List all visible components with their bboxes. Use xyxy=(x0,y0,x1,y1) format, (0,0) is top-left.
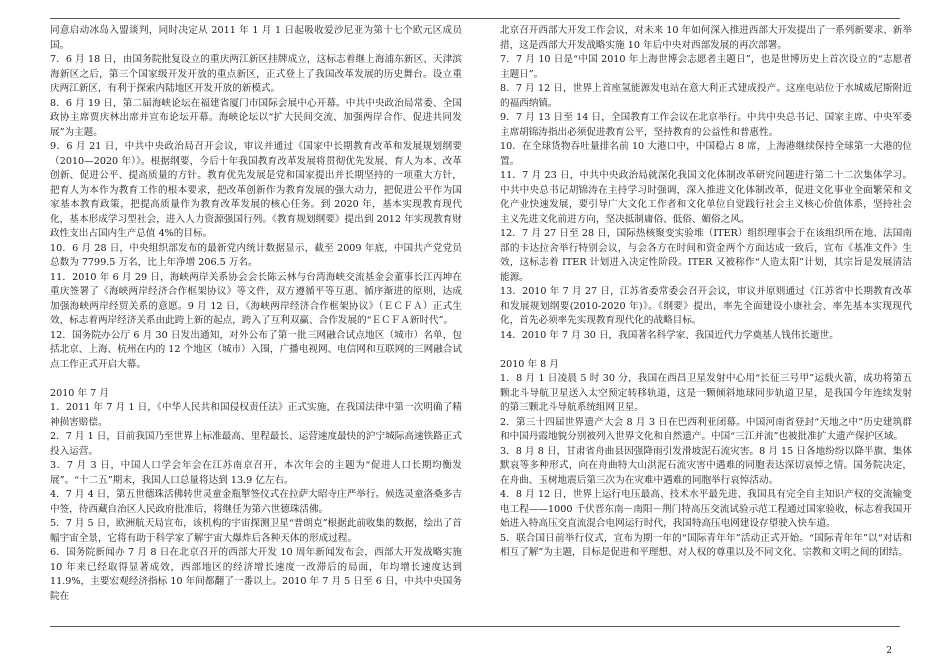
bottom-rule xyxy=(50,626,900,627)
paragraph: 8．6 月 19 日，第二届海峡论坛在福建省厦门市国际会展中心开幕。中共中央政治局常委、全国政协主席贾庆林出席并宣布论坛开幕。海峡论坛以“扩大民间交流、加强两岸合作、促进共同发展”为主题。 xyxy=(50,97,462,138)
paragraph: 9．6 月 21 日，中共中央政治局召开会议，审议并通过《国家中长期教育改革和发展规划纲要（2010—2020 年）》。根据纲要，今后十年我国教育改革发展将贯彻优先发展、育人为本、改革创新、促进公平、提高质量的方针。教育优先发展是党和国家提出并长期坚持的一项重大方针，把育人为本作为教育工作的根本要求，把改革创新作为教育发展的强大动力，把促进公平作为国家基本教育政策，把提高质量作为教育改革发展的核心任务。到 2020 年，基本实现教育现代化，基本形成学习型社会，进入人力资源强国行列。《教育规划纲要》提出到 2012 年实现教育财政性支出占国内生产总值 4%的目标。 xyxy=(50,141,462,239)
left-column xyxy=(50,24,462,604)
paragraph: 5．联合国日前举行仪式，宣布为期一年的“国际青年年”活动正式开始。“国际青年年”以“对话和相互了解”为主题，目标是促进和平理想、对人权的尊重以及不同文化、宗教和文明之间的团结。 xyxy=(500,532,912,558)
page-number: 2 xyxy=(886,646,892,656)
section-heading: 2010 年 7 月 xyxy=(50,387,109,399)
right-column xyxy=(500,24,912,561)
paragraph: 8．7 月 12 日，世界上首座氢能源发电站在意大利正式建成投产。这座电站位于水城威尼斯附近的福西纳镇。 xyxy=(500,83,912,109)
paragraph: 3．7 月 3 日，中国人口学会年会在江苏南京召开，本次年会的主题为“促进人口长期均衡发展”。“十二五”期末，我国人口总量将达到 13.9 亿左右。 xyxy=(50,460,462,486)
paragraph: 1．8 月 1 日凌晨 5 时 30 分，我国在西昌卫星发射中心用“长征三号甲”运载火箭，成功将第五颗北斗导航卫星送入太空预定转移轨道，这是一颗倾斜地球同步轨道卫星，是我国今年连续发射的第三颗北斗导航系统组网卫星。 xyxy=(500,373,912,413)
paragraph: 11．7 月 23 日，中共中央政治局就深化我国文化体制改革研究问题进行第二十二次集体学习。中共中央总书记胡锦涛在主持学习时强调，深入推进文化体制改革，促进文化事业全面繁荣和文化产业快速发展，要引导广大文化工作者和文化单位自觉践行社会主义核心价值体系，坚持社会主义先进文化前进方向，坚决抵制庸俗、低俗、媚俗之风。 xyxy=(500,170,912,225)
paragraph: 14．2010 年 7 月 30 日，我国著名科学家、我国近代力学奠基人钱伟长逝世。 xyxy=(500,329,839,341)
paragraph: 2．7 月 1 日，目前我国乃至世界上标准最高、里程最长、运营速度最快的沪宁城际高速铁路正式投入运营。 xyxy=(50,431,462,457)
paragraph: 北京召开西部大开发工作会议，对未来 10 年如何深入推进西部大开发提出了一系列新要求、新举措，这是西部大开发战略实施 10 年后中央对西部发展的再次部署。 xyxy=(500,25,912,51)
spacer xyxy=(50,372,462,387)
paragraph: 10．6 月 28 日，中央组织部发布的最新党内统计数据显示，截至 2009 年底，中国共产党党员总数为 7799.5 万名，比上年净增 206.5 万名。 xyxy=(50,242,462,268)
paragraph: 7．6 月 18 日，由国务院批复设立的重庆两江新区挂牌成立，这标志着继上海浦东新区、天津滨海新区之后，第三个国家级开发开放的重点新区，正式登上了我国改革发展的历史舞台。设立重庆两江新区，有利于探索内陆地区开发开放的新模式。 xyxy=(50,54,462,94)
section-heading: 2010 年 8 月 xyxy=(500,358,559,370)
paragraph: 4．8 月 12 日，世界上运行电压最高、技术水平最先进、我国具有完全自主知识产权的交流输变电工程——1000 千伏晋东南－南阳－荆门特高压交流试验示范工程通过国家验收，标志着我国开始进入特高压交直流混合电网运行时代，我国特高压电网建设存望驶入快车道。 xyxy=(500,489,912,529)
paragraph: 2．第三十四届世界遗产大会 8 月 3 日在巴西利亚闭幕。中国河南省登封“天地之中”历史建筑群和中国丹霞地貌分别被列入世界文化和自然遗产。中国“三江并流”也被批准扩大遗产保护区域。 xyxy=(500,416,912,442)
paragraph: 10．在全球货物吞吐量排名前 10 大港口中，中国稳占 8 席，上海港继续保持全球第一大港的位置。 xyxy=(500,141,912,167)
paragraph: 6．国务院新闻办 7 月 8 日在北京召开的西部大开发 10 周年新闻发布会，西部大开发战略实施 10 年来已经取得显著成效，西部地区的经济增长速度一改滞后的局面，年均增长速度达到 11.9%，主要宏观经济指标 10 年间都翻了一番以上。2010 年 7 月 5 日至 6 日，中共中央国务院在 xyxy=(50,547,462,602)
top-rule xyxy=(50,18,900,19)
paragraph: 5．7 月 5 日，欧洲航天局宣布，该机构的宇宙探测卫星“普朗克”根据此前收集的数据，绘出了首幅宇宙全景，它将有助于科学家了解宇宙大爆炸后各种天体的形成过程。 xyxy=(50,518,462,544)
paragraph: 13．2010 年 7 月 27 日，江苏省委常委会召开会议，审议并原则通过《江苏省中长期教育改革和发展规划纲要(2010-2020 年)》。《纲要》提出，率先全面建设小康社会、率先基本实现现代化，首先必须率先实现教育现代化的战略目标。 xyxy=(500,286,912,326)
paragraph: 7．7 月 10 日是“中国 2010 年上海世博会志愿者主题日”，也是世博历史上首次设立的“志愿者主题日”。 xyxy=(500,54,912,80)
paragraph: 同意启动冰岛入盟谈判，同时决定从 2011 年 1 月 1 日起吸收爱沙尼亚为第十七个欧元区成员国。 xyxy=(50,25,462,51)
spacer xyxy=(500,343,912,358)
paragraph: 1．2011 年 7 月 1 日，《中华人民共和国侵权责任法》正式实施，在我国法律中第一次明确了精神损害赔偿。 xyxy=(50,402,462,428)
paragraph: 11．2010 年 6 月 29 日，海峡两岸关系协会会长陈云林与台湾海峡交流基金会董事长江丙坤在重庆签署了《海峡两岸经济合作框架协议》等文件，双方遵循平等互惠、循序渐进的原则，达成加强海峡两岸经贸关系的意愿。9 月 12 日，《海峡两岸经济合作框架协议》（ＥＣＦＡ）正式生效，标志着两岸经济关系由此跨上新的起点，跨入了互利双赢、合作发展的“ＥＣＦＡ新时代”。 xyxy=(50,271,462,326)
paragraph: 12．7 月 27 日至 28 日，国际热核聚变实验堆（ITER）组织理事会于在该组织所在地、法国南部的卡达拉舍举行特别会议，与会各方在时间和资金两个方面达成一致后，宣布《基准文件》生效，这标志着 ITER 计划进入决定性阶段。ITER 又被称作“人造太阳”计划，其宗旨是发展清洁能源。 xyxy=(500,228,912,283)
paragraph: 9．7 月 13 日至 14 日，全国教育工作会议在北京举行。中共中央总书记、国家主席、中央军委主席胡锦涛指出必须促进教育公平，坚持教育的公益性和普惠性。 xyxy=(500,112,912,138)
paragraph: 4．7 月 4 日，第五世德珠活佛转世灵童金瓶掣签仪式在拉萨大昭寺庄严举行。候选灵童洛桑多吉中签，待西藏自治区人民政府批准后，将继任为第六世德珠活佛。 xyxy=(50,489,462,515)
paragraph: 12．国务院办公厅 6 月 30 日发出通知，对外公布了第一批三网融合试点地区（城市）名单，包括北京、上海、杭州在内的 12 个地区（城市）入围，广播电视网、电信网和互联网的三网融合试点工作正式开启大幕。 xyxy=(50,329,462,370)
paragraph: 3．8 月 8 日，甘肃省舟曲县因强降雨引发滑坡泥石流灾害。8 月 15 日各地纷纷以降半旗、集体默哀等多种形式，向在舟曲特大山洪泥石流灾害中遇难的同胞表达深切哀悼之情。国务院决定，在舟曲、玉树地震后第三次为在灾难中遇难的同胞举行哀悼活动。 xyxy=(500,445,912,486)
